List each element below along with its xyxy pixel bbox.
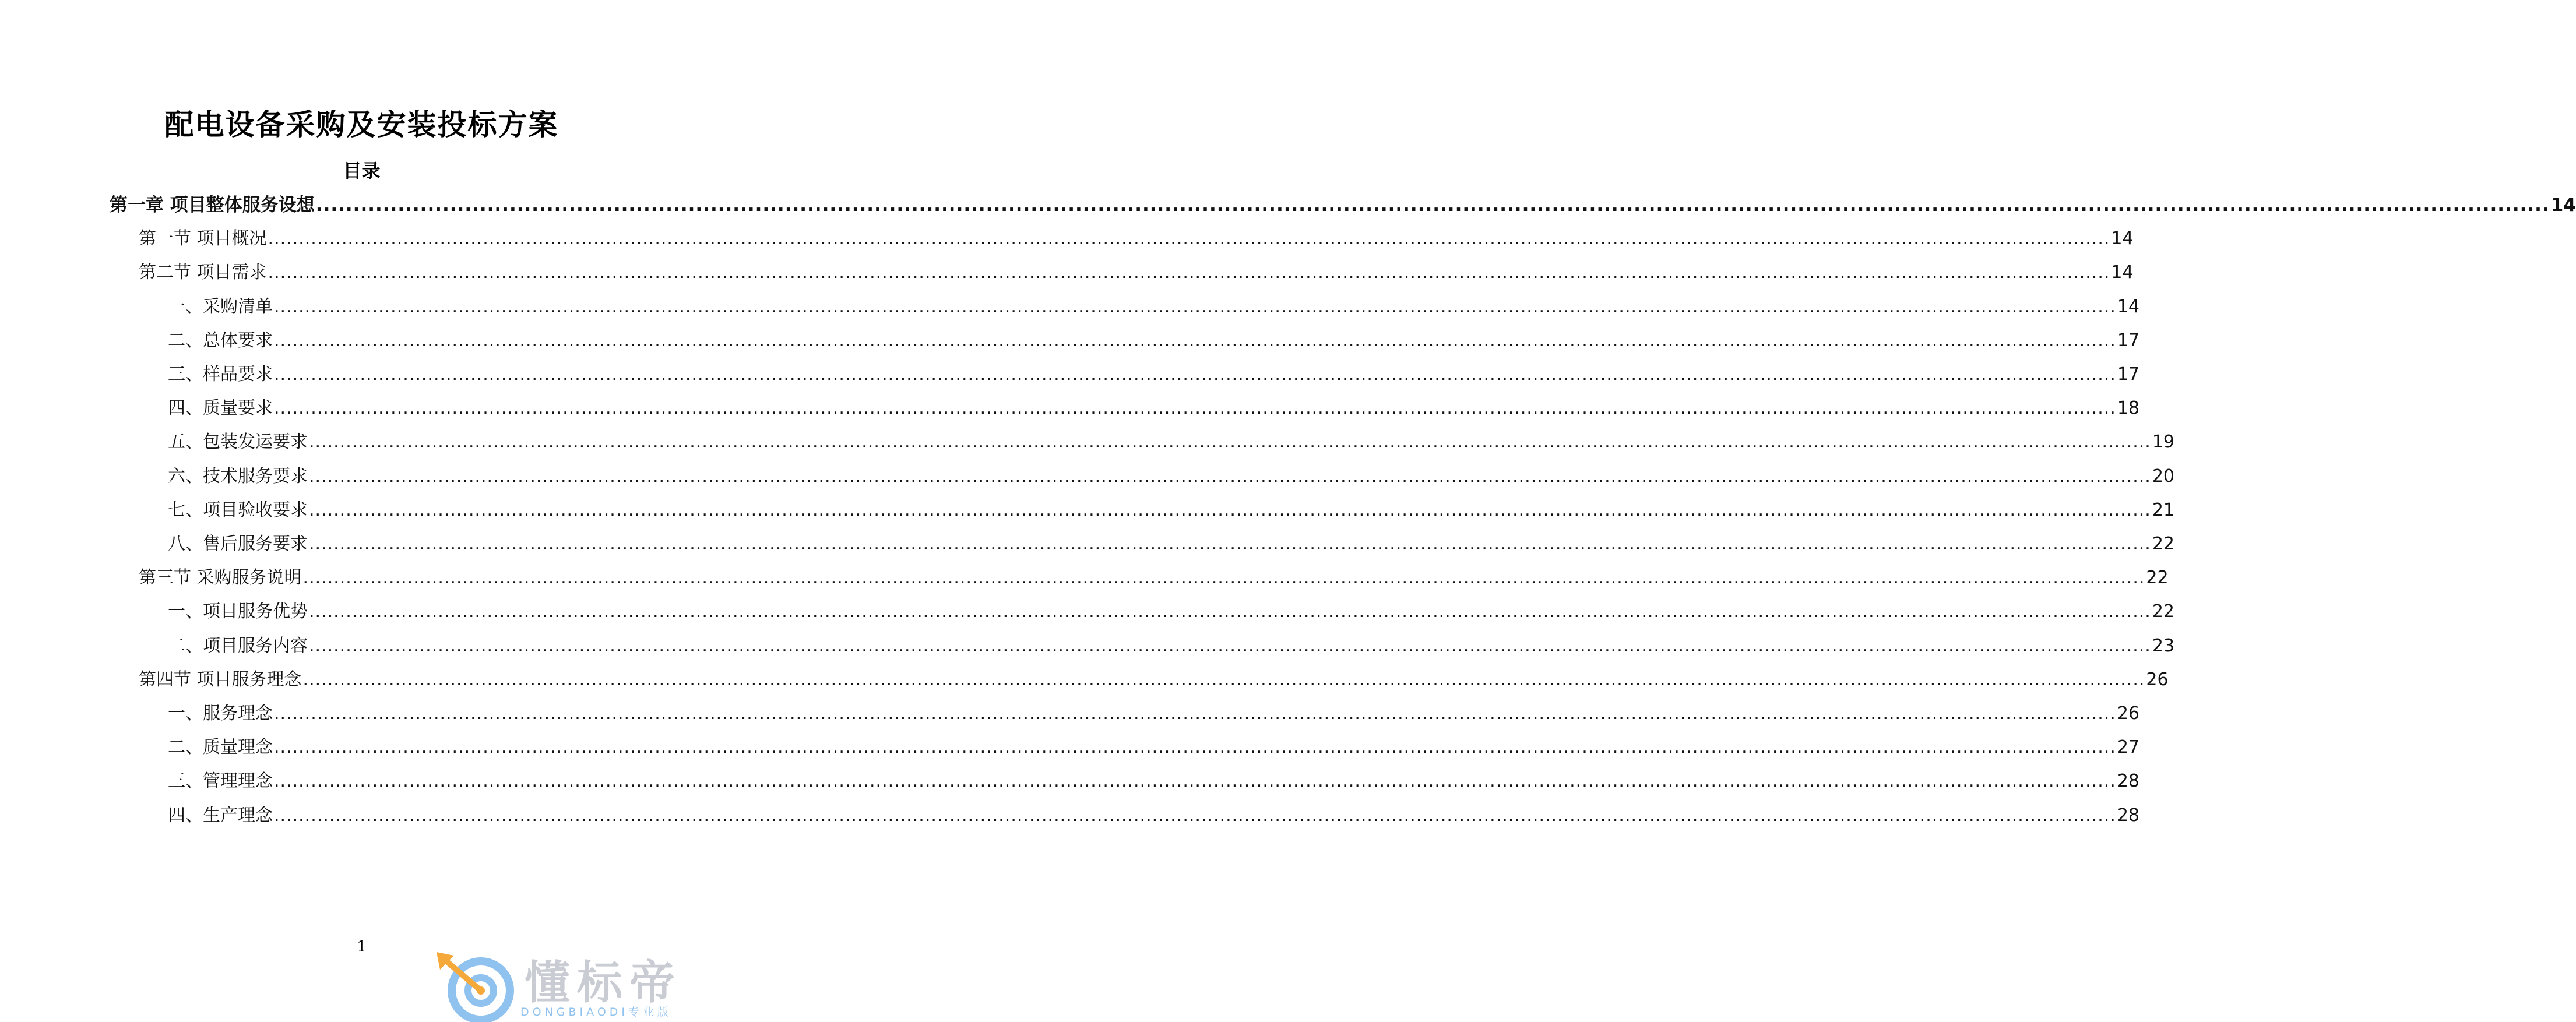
toc-entry-label: 三、样品要求 — [168, 364, 273, 385]
toc-entry[interactable] — [139, 667, 2169, 693]
toc-entry[interactable] — [168, 294, 2140, 320]
toc-dot-leader: ............................................................................................................................................................................................................................................................................................................ — [274, 703, 2116, 724]
toc-entry-page: 22 — [2152, 601, 2175, 622]
watermark-subtitle: DONGBIAODI专业版 — [520, 1006, 673, 1019]
toc-entry[interactable] — [168, 599, 2175, 625]
toc-entry-page: 19 — [2152, 432, 2175, 453]
toc-entry[interactable] — [168, 429, 2175, 455]
toc-dot-leader: ............................................................................................................................................................................................................................................................................................................ — [274, 805, 2116, 826]
toc-entry[interactable] — [139, 565, 2169, 591]
toc-entry-page: 22 — [2152, 534, 2175, 554]
toc-entry[interactable] — [110, 192, 2576, 218]
toc-entry[interactable] — [168, 328, 2140, 354]
toc-entry-label: 第一章 项目整体服务设想 — [110, 195, 315, 216]
toc-entry-page: 22 — [2146, 568, 2169, 588]
toc-dot-leader: ............................................................................................................................................................................................................................................................................................................ — [274, 364, 2116, 385]
toc-entry-page: 21 — [2152, 499, 2175, 520]
toc-entry-label: 四、生产理念 — [168, 805, 273, 826]
toc-entry-page: 17 — [2117, 364, 2140, 385]
toc-entry-label: 第四节 项目服务理念 — [139, 669, 302, 690]
toc-entry[interactable] — [168, 803, 2140, 829]
toc-entry-label: 六、技术服务要求 — [168, 466, 308, 487]
toc-entry[interactable] — [139, 226, 2134, 252]
toc-entry-page: 26 — [2146, 669, 2169, 690]
toc-entry-label: 三、管理理念 — [168, 771, 273, 792]
toc-entry[interactable] — [168, 362, 2140, 387]
toc-entry-label: 二、质量理念 — [168, 737, 273, 758]
toc-dot-leader: ............................................................................................................................................................................................................................................................................................................ — [274, 398, 2116, 419]
toc-entry-page: 28 — [2117, 771, 2140, 792]
toc-entry-label: 第一节 项目概况 — [139, 228, 267, 249]
toc-entry-page: 17 — [2117, 330, 2140, 351]
toc-entry[interactable] — [168, 701, 2140, 727]
toc-entry[interactable] — [168, 464, 2175, 489]
toc-entry[interactable] — [168, 769, 2140, 794]
toc-entry-page: 14 — [2117, 296, 2140, 317]
page-number: 1 — [357, 938, 367, 956]
toc-entry-label: 第三节 采购服务说明 — [139, 568, 302, 588]
toc-entry-label: 五、包装发运要求 — [168, 432, 308, 453]
document-title: 配电设备采购及安装投标方案 — [164, 108, 559, 142]
watermark — [434, 950, 708, 1022]
target-arrow-icon — [434, 950, 522, 1022]
toc-entry-page: 18 — [2117, 398, 2140, 419]
toc-entry[interactable] — [168, 531, 2175, 557]
toc-entry-label: 第二节 项目需求 — [139, 262, 267, 283]
toc-entry-page: 27 — [2117, 737, 2140, 758]
toc-entry-label: 二、总体要求 — [168, 330, 273, 351]
toc-entry[interactable] — [168, 735, 2140, 760]
toc-dot-leader: ............................................................................................................................................................................................................................................................................................................ — [309, 534, 2151, 554]
toc-entry-label: 七、项目验收要求 — [168, 499, 308, 520]
toc-dot-leader: ............................................................................................................................................................................................................................................................................................................ — [274, 330, 2116, 351]
toc-entry-label: 四、质量要求 — [168, 398, 273, 419]
toc-dot-leader: ............................................................................................................................................................................................................................................................................................................ — [274, 737, 2116, 758]
toc-entry-page: 26 — [2117, 703, 2140, 724]
toc-dot-leader: ............................................................................................................................................................................................................................................................................................................ — [315, 195, 2550, 216]
toc-dot-leader: ............................................................................................................................................................................................................................................................................................................ — [309, 432, 2151, 453]
toc-entry-page: 20 — [2152, 466, 2175, 487]
toc-dot-leader: ............................................................................................................................................................................................................................................................................................................ — [309, 466, 2151, 487]
toc-entry[interactable] — [168, 633, 2175, 659]
toc-dot-leader: ............................................................................................................................................................................................................................................................................................................ — [302, 669, 2145, 690]
toc-dot-leader: ............................................................................................................................................................................................................................................................................................................ — [309, 499, 2151, 520]
toc-entry-page: 14 — [2111, 262, 2134, 283]
toc-entry-label: 一、项目服务优势 — [168, 601, 308, 622]
toc-dot-leader: ............................................................................................................................................................................................................................................................................................................ — [302, 568, 2145, 588]
toc-entry-label: 一、采购清单 — [168, 296, 273, 317]
toc-entry-page: 28 — [2117, 805, 2140, 826]
toc-dot-leader: ............................................................................................................................................................................................................................................................................................................ — [309, 601, 2151, 622]
toc-entry-label: 一、服务理念 — [168, 703, 273, 724]
toc-dot-leader: ............................................................................................................................................................................................................................................................................................................ — [274, 296, 2116, 317]
toc-entry-page: 23 — [2152, 635, 2175, 656]
toc-dot-leader: ............................................................................................................................................................................................................................................................................................................ — [274, 771, 2116, 792]
toc-entry-label: 二、项目服务内容 — [168, 635, 308, 656]
toc-heading: 目录 — [343, 160, 381, 182]
toc-entry-label: 八、售后服务要求 — [168, 534, 308, 554]
toc-dot-leader: ............................................................................................................................................................................................................................................................................................................ — [268, 262, 2110, 283]
toc-entry[interactable] — [168, 498, 2175, 523]
toc-entry-page: 14 — [2111, 228, 2134, 249]
toc-entry-page: 14 — [2550, 195, 2576, 216]
watermark-brand: 懂标帝 — [525, 957, 682, 1009]
toc-entry[interactable] — [168, 396, 2140, 421]
toc-entry[interactable] — [139, 260, 2134, 286]
toc-dot-leader: ............................................................................................................................................................................................................................................................................................................ — [309, 635, 2151, 656]
toc-dot-leader: ............................................................................................................................................................................................................................................................................................................ — [268, 228, 2110, 249]
